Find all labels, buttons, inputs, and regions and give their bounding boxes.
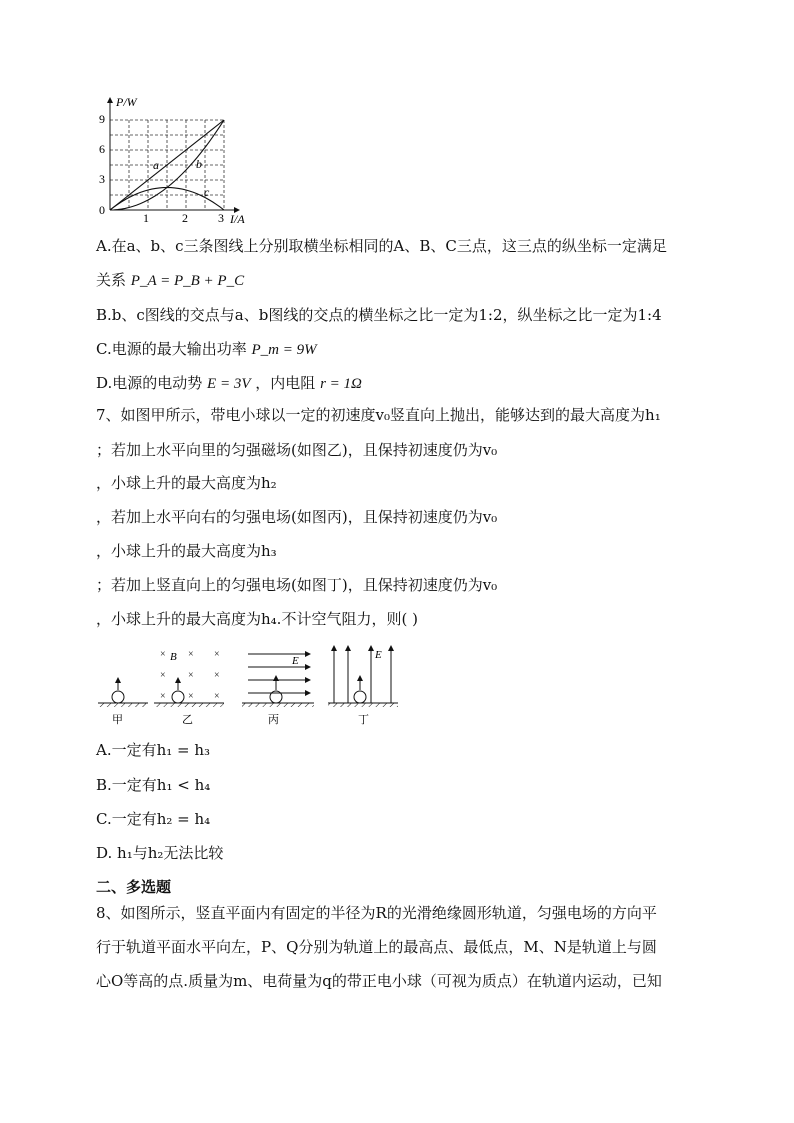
figure-ding [328,646,398,726]
q7-option-a: A.一定有h₁ = h₃ [96,741,211,759]
q7-stem-2: ；若加上水平向里的匀强磁场(如图乙)，且保持初速度仍为v₀ [96,441,498,459]
q6-option-d-formula-2: r = 1Ω [320,376,362,392]
field-label-e-ding: E [375,649,382,661]
q7-option-d: D. h₁与h₂无法比较 [96,844,224,862]
q6-option-d [96,373,362,394]
q6-option-c-formula: P_m = 9W [251,342,317,358]
y-axis-label: P/W [116,95,137,109]
field-label-b: B [170,651,177,663]
svg-text:×: × [160,670,166,681]
field-label-e-bing: E [292,655,299,667]
svg-text:×: × [188,691,194,702]
x-tick-1: 1 [143,211,149,225]
q7-option-c: C.一定有h₂ = h₄ [96,810,211,828]
q6-option-a-line1: A.在a、b、c三条图线上分别取横坐标相同的A、B、C三点，这三点的纵坐标一定满足 [96,237,667,255]
q7-stem-7: ，小球上升的最大高度为h₄.不计空气阻力，则( ) [96,610,418,628]
q6-option-b: B.b、c图线的交点与a、b图线的交点的横坐标之比一定为1:2，纵坐标之比一定为1:4 [96,306,662,324]
svg-text:×: × [188,670,194,681]
svg-text:×: × [188,649,194,660]
q6-option-a-line2 [96,270,244,291]
q7-stem-3: ，小球上升的最大高度为h₂ [96,474,277,492]
figure-label-yi: 乙 [182,714,193,726]
q8-line-3: 心O等高的点.质量为m、电荷量为q的带正电小球（可视为质点）在轨道内运动，已知 [96,972,662,990]
section-heading-multi-choice: 二、多选题 [96,878,172,896]
q6-option-d-mid: ，内电阻 [255,374,316,392]
svg-text:×: × [214,670,220,681]
q7-stem-1: 7、如图甲所示，带电小球以一定的初速度v₀竖直向上抛出，能够达到的最大高度为h₁ [96,406,661,424]
curve-label-a: a [153,158,159,172]
q6-option-c-prefix: C.电源的最大输出功率 [96,340,247,358]
q7-stem-6: ；若加上竖直向上的匀强电场(如图丁)，且保持初速度仍为v₀ [96,576,498,594]
x-tick-3: 3 [218,211,224,225]
svg-text:×: × [214,691,220,702]
figure-label-jia: 甲 [112,714,123,726]
y-tick-9: 9 [99,112,105,126]
q7-option-b: B.一定有h₁ < h₄ [96,776,211,794]
q6-option-d-formula-1: E = 3V [207,376,251,392]
figure-label-bing: 丙 [268,714,279,726]
curve-label-b: b [196,157,202,171]
y-tick-0: 0 [99,203,105,217]
q8-line-1: 8、如图所示，竖直平面内有固定的半径为R的光滑绝缘圆形轨道，匀强电场的方向平 [96,904,657,922]
x-axis-label: I/A [230,212,245,226]
q6-option-c [96,339,317,360]
power-current-graph [96,92,256,227]
svg-text:×: × [160,691,166,702]
figure-label-ding: 丁 [358,714,369,726]
q6-option-a-prefix: 关系 [96,271,127,289]
q7-figures [96,640,416,730]
q7-stem-5: ，小球上升的最大高度为h₃ [96,542,277,560]
svg-text:×: × [160,649,166,660]
curve-label-c: c [204,185,210,199]
svg-text:×: × [214,649,220,660]
y-tick-3: 3 [99,172,105,186]
q6-option-d-prefix: D.电源的电动势 [96,374,203,392]
q8-line-2: 行于轨道平面水平向左，P、Q分别为轨道上的最高点、最低点，M、N是轨道上与圆 [96,938,657,956]
figure-jia [98,678,148,726]
q6-option-a-formula: P_A = P_B + P_C [130,273,245,289]
y-tick-6: 6 [99,142,105,156]
q7-stem-4: ，若加上水平向右的匀强电场(如图丙)，且保持初速度仍为v₀ [96,508,498,526]
figure-bing [242,654,314,726]
figure-yi [154,649,224,726]
x-tick-2: 2 [182,211,188,225]
